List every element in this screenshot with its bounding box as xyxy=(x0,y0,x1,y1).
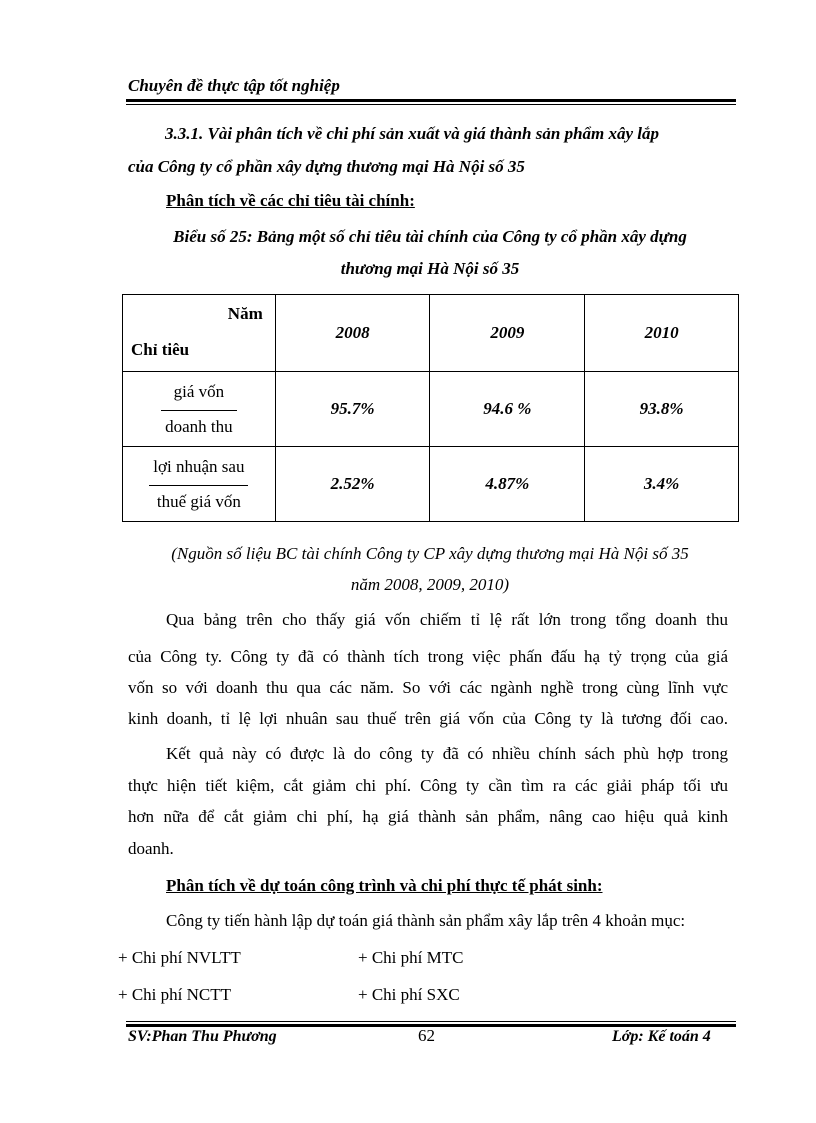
paragraph2-line2: thực hiện tiết kiệm, cắt giảm chi phí. Công ty cần tìm ra các giải pháp tối ưu xyxy=(128,776,728,795)
footer-rule-thin xyxy=(126,1021,736,1022)
paragraph2-line3: hơn nữa để cắt giảm chi phí, hạ giá thành sản phẩm, nâng cao hiệu quả kinh xyxy=(128,807,728,826)
section-heading-line2: của Công ty cổ phần xây dựng thương mại Hà Nội số 35 xyxy=(128,157,525,176)
source-note-line2: năm 2008, 2009, 2010) xyxy=(350,575,510,594)
footer-student-name: SV:Phan Thu Phương xyxy=(128,1028,277,1045)
paragraph3: Công ty tiến hành lập dự toán giá thành sản phẩm xây lắp trên 4 khoản mục: xyxy=(166,911,686,930)
table-cell: 4.87% xyxy=(430,447,585,522)
table-cell: 2.52% xyxy=(275,447,430,522)
header-rule-thick xyxy=(126,99,736,102)
paragraph1-line1: Qua bảng trên cho thấy giá vốn chiếm tỉ lệ rất lớn trong tổng doanh thu xyxy=(166,610,728,629)
row-label-top: lợi nhuận sau xyxy=(153,456,245,476)
row-label-top: giá vốn xyxy=(173,381,225,401)
paragraph2-line4: doanh. xyxy=(128,839,174,858)
section-heading-line1: 3.3.1. Vài phân tích về chi phí sản xuất và giá thành sản phẩm xây lắp xyxy=(165,124,660,143)
table-caption-line1: Biểu số 25: Bảng một số chỉ tiêu tài chính của Công ty cổ phần xây dựng xyxy=(173,227,687,246)
row-label-bottom: doanh thu xyxy=(161,410,237,437)
header-rule-thin xyxy=(126,104,736,105)
paragraph1-line2: của Công ty. Công ty đã có thành tích trong việc phấn đấu hạ tỷ trọng của giá xyxy=(128,647,728,666)
table-row xyxy=(123,372,739,447)
cost-item-mtc: + Chi phí MTC xyxy=(358,948,464,967)
row-label-bottom: thuế giá vốn xyxy=(149,485,248,512)
paragraph1-line3: vốn so với doanh thu qua các năm. So với các ngành nghề trong cùng lĩnh vực xyxy=(128,678,728,697)
source-note-line1: (Nguồn số liệu BC tài chính Công ty CP xây dựng thương mại Hà Nội số 35 xyxy=(171,544,689,563)
year-header-2009: 2009 xyxy=(430,295,585,372)
footer-class-label: Lớp: Kế toán 4 xyxy=(612,1028,711,1045)
table-cell: 93.8% xyxy=(585,372,739,447)
table-header-row xyxy=(123,295,739,372)
cost-item-nvltt: + Chi phí NVLTT xyxy=(118,948,241,967)
year-header-2008: 2008 xyxy=(275,295,430,372)
corner-indicator-label: Chỉ tiêu xyxy=(131,339,190,359)
table-row xyxy=(123,447,739,522)
table-caption-line2: thương mại Hà Nội số 35 xyxy=(340,259,520,278)
cost-item-nctt: + Chi phí NCTT xyxy=(118,985,232,1004)
cost-item-sxc: + Chi phí SXC xyxy=(358,985,460,1004)
table-corner-cell xyxy=(123,295,276,372)
financial-indicators-subheading: Phân tích về các chỉ tiêu tài chính: xyxy=(166,191,415,210)
year-header-2010: 2010 xyxy=(585,295,739,372)
row-label-cost-over-revenue xyxy=(123,372,276,447)
table-cell: 94.6 % xyxy=(430,372,585,447)
paragraph1-line4: kinh doanh, tỉ lệ lợi nhuân sau thuế trên giá vốn của Công ty là tương đối cao. xyxy=(128,709,728,728)
page-header-title: Chuyên đề thực tập tốt nghiệp xyxy=(128,76,340,95)
financial-indicators-table xyxy=(122,294,739,522)
table-cell: 95.7% xyxy=(275,372,430,447)
corner-year-label: Năm xyxy=(227,303,263,323)
paragraph2-line1: Kết quả này có được là do công ty đã có nhiều chính sách phù hợp trong xyxy=(166,744,728,763)
estimate-analysis-subheading: Phân tích về dự toán công trình và chi phí thực tế phát sinh: xyxy=(166,876,603,895)
page-number: 62 xyxy=(418,1026,435,1045)
row-label-profit-over-cost xyxy=(123,447,276,522)
table-cell: 3.4% xyxy=(585,447,739,522)
